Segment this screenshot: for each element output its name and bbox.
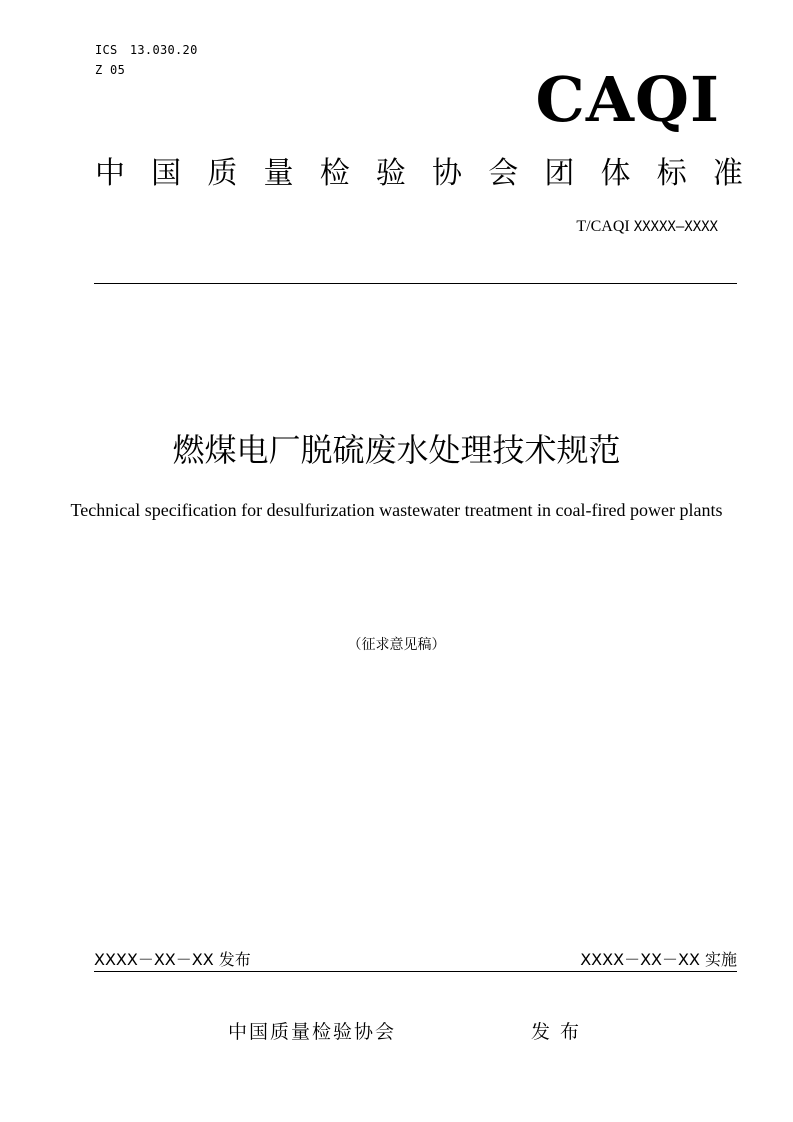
caqi-logo: CAQI (535, 63, 720, 136)
footer-divider (94, 971, 737, 972)
standard-number-prefix: T/CAQI (576, 218, 634, 235)
org-standard-char: 会 (488, 156, 519, 191)
org-standard-char: 中 (95, 156, 125, 191)
org-standard-char: 体 (600, 156, 631, 191)
org-standard-char: 国 (151, 156, 182, 191)
org-standard-char: 验 (375, 156, 406, 191)
org-standard-char: 检 (319, 156, 350, 191)
title-english: Technical specification for desulfurization wastewater treatment in coal-fired power plants (70, 500, 723, 520)
org-standard-char: 量 (263, 156, 294, 191)
publish-date: XXXX－XX－XX 发布 (94, 950, 251, 969)
issue-label: 发布 (531, 1021, 590, 1043)
org-standard-heading (95, 152, 743, 196)
org-standard-char: 标 (656, 156, 687, 191)
issuing-organization: 中国质量检验协会 (228, 1021, 397, 1043)
org-standard-char: 质 (207, 156, 238, 191)
standard-number (440, 216, 718, 236)
org-standard-char: 团 (544, 156, 575, 191)
org-standard-char: 协 (432, 156, 463, 191)
header-divider (94, 283, 737, 284)
ccs-code: Z 05 (95, 63, 126, 77)
ics-code: ICS 13.030.20 (95, 43, 198, 57)
standard-number-code: XXXXX—XXXX (633, 219, 718, 235)
title-chinese: 燃煤电厂脱硫废水处理技术规范 (172, 431, 621, 469)
org-standard-char: 准 (712, 156, 743, 191)
implement-date: XXXX－XX－XX 实施 (580, 950, 737, 969)
draft-status: （征求意见稿） (347, 637, 446, 653)
